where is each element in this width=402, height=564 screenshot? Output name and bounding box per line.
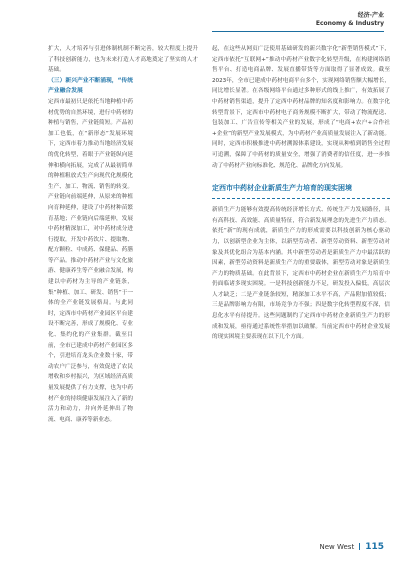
page-number: 115: [365, 542, 384, 552]
journal-name: New West: [319, 543, 355, 551]
section-title-divider: [212, 198, 390, 199]
right-column: [212, 44, 390, 343]
section-label-en: Economy & Industry: [315, 20, 384, 27]
left-paragraph-1: 扩大，人才培养与引进体制机制不断完善，较大程度上提升了科技创新能力，也为未来打造人才高地奠定了坚实的人才基础。: [48, 46, 198, 74]
page-header: [316, 12, 384, 28]
section-title: 定西市中药材企业新质生产力培育的现实困境: [212, 184, 352, 193]
section-label-cn: 经济·产业: [357, 12, 384, 19]
footer-separator: [359, 543, 360, 550]
header-divider: [212, 31, 384, 32]
right-paragraph-2: 新质生产力能够有效提高传统经济增长方式、传统生产力发展路径，具有高科技、高效能、高质量特征，符合新发展理念的先进生产力质态。依托“新”的现有成就，新质生产力的形成需要以科技创新为核心驱动力，以创新型企业为主体，以新型劳动者、新型劳动资料、新型劳动对象及其优化组合为基本内涵。其中新型劳动者是新质生产力中最活跃的因素，新型劳动资料是新质生产力的重要载体，新型劳动对象是新质生产力的物质基础。在此背景下，定西市中药材企业在新质生产力培育中仍面临诸多现实困境。一是科技创新能力不足，研发投入偏低，高层次人才缺乏；二是产业链条较短，精深加工水平不高，产品附加值较低；三是品牌影响力有限，市场竞争力不强；四是数字化转型程度不深，信息化水平有待提升。这些问题制约了定西市中药材企业新质生产力的形成和发展，亟待通过系统性举措加以破解。当前定西市中药材企业发展的现实困境主要表现在以下几个方面。: [212, 207, 390, 341]
subheading-text: （三）新兴产业不断涌现，“传统产业融合发展: [48, 77, 133, 95]
left-paragraph-2: 定西市最初只是依托当地种植中药材优势的自然环境，进行中药材的种植与销售，产业链简短。产品初加工也低，在“新形态”发展环境下，定西市着力推动当地经济发展的优化转型，着眼于产业链纵向延伸和横向拓展，完成了从最初简单的种植粗放式生产向现代化规模化生产、加工、物流、销售的转变。产业链向前端延伸，从原来的种植向育种延伸，建设了中药材种苗繁育基地；产业链向后端延伸，发展中药材精深加工，对中药材成分进行提取，开发中药饮片、提取物、配方颗粒、中成药、保健品、药膳等产品。推动中药材产业与文化旅游、健康养生等产业融合发展，构建以中药材为主导的产业链条，集“种植、加工、研发、销售”于一体的全产业链发展格局。与此同时，定西市中药材产业园区平台建设不断完善，形成了规模化、专业化、集约化的产业集群。截至目前，全市已建成中药材产业园区多个，引进培育龙头企业数十家，带动农户广泛参与，有效促进了农民增收和乡村振兴，为区域经济高质量发展提供了有力支撑，也为中药材产业的持续健康发展注入了新的活力和动力，并向外延伸出了物流、电商、康养等新业态。: [48, 98, 133, 423]
page-footer: [320, 542, 385, 552]
right-paragraph-1: 起，在这些从网页广泛使用基础研发的新兴数字化“新型销售模式”下，定西市依托“互联网+”推动中药材产业数字化转型升级，在构建网络销售平台、打造电商品牌、发展直播带货等方面取得了显著成效。截至2023年，全市已建成中药材电商平台多个，实现网络销售额大幅增长，同比增长显著。在各级网络平台通过多种形式的线上推广，有效拓展了中药材销售渠道，提升了定西中药材品牌的知名度和影响力。在数字化转型背景下，定西市中药材电子商务规模不断扩大，带动了物流配送、包装加工、广告宣传等相关产业的发展，形成了“电商+农户+合作社+企业”的新型产业发展模式，为中药材产业高质量发展注入了新动能。同时，定西市积极推进中药材溯源体系建设，实现从种植到销售全过程可追溯，保障了中药材的质量安全，增强了消费者的信任度，进一步推动了中药材产业向标准化、规范化、品牌化方向发展。: [212, 46, 390, 169]
left-column: [48, 44, 198, 425]
subheading: [48, 76, 133, 97]
